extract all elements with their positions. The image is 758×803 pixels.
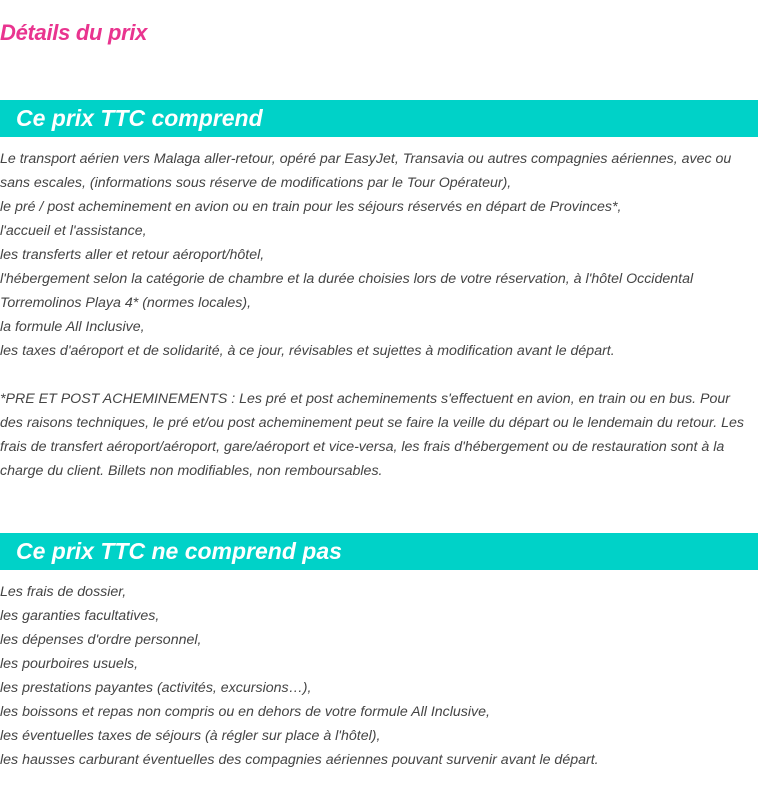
list-item: Les frais de dossier, (0, 584, 127, 600)
list-item: la formule All Inclusive, (0, 319, 145, 335)
list-item: les transferts aller et retour aéroport/hôtel, (0, 247, 265, 263)
list-item: les garanties facultatives, (0, 608, 160, 624)
list-item: les prestations payantes (activités, excursions…), (0, 680, 312, 696)
list-item: Le transport aérien vers Malaga aller-retour, opéré par EasyJet, Transavia ou autres compagnies aériennes, avec ou sans escales, (informations sous réserve de modifications par le Tour Opérateur), (0, 151, 732, 191)
spacer (0, 363, 756, 387)
included-section-header: Ce prix TTC comprend (0, 100, 758, 137)
page-title: Détails du prix (0, 20, 148, 45)
list-item: les taxes d'aéroport et de solidarité, à ce jour, révisables et sujettes à modification avant le départ. (0, 343, 615, 359)
included-list (0, 147, 756, 483)
list-item: les éventuelles taxes de séjours (à régler sur place à l'hôtel), (0, 728, 381, 744)
list-item: les hausses carburant éventuelles des compagnies aériennes pouvant survenir avant le départ. (0, 752, 599, 768)
list-item: les boissons et repas non compris ou en dehors de votre formule All Inclusive, (0, 704, 490, 720)
list-item: les dépenses d'ordre personnel, (0, 632, 202, 648)
excluded-section-header: Ce prix TTC ne comprend pas (0, 533, 758, 570)
list-item: l'accueil et l'assistance, (0, 223, 147, 239)
list-item: l'hébergement selon la catégorie de chambre et la durée choisies lors de votre réservation, à l'hôtel Occidental Torremolinos Playa 4* (normes locales), (0, 271, 694, 311)
list-item: les pourboires usuels, (0, 656, 139, 672)
list-item: le pré / post acheminement en avion ou en train pour les séjours réservés en départ de Provinces*, (0, 199, 622, 215)
acheminement-note: *PRE ET POST ACHEMINEMENTS : Les pré et post acheminements s'effectuent en avion, en train ou en bus. Pour des raisons techniques, le pré et/ou post acheminement peut se faire la veille du départ ou le lendemain du retour. Les frais de transfert aéroport/aéroport, gare/aéroport et vice-versa, les frais d'hébergement ou de restauration sont à la charge du client. Billets non modifiables, non remboursables. (0, 391, 744, 479)
excluded-list (0, 580, 756, 772)
